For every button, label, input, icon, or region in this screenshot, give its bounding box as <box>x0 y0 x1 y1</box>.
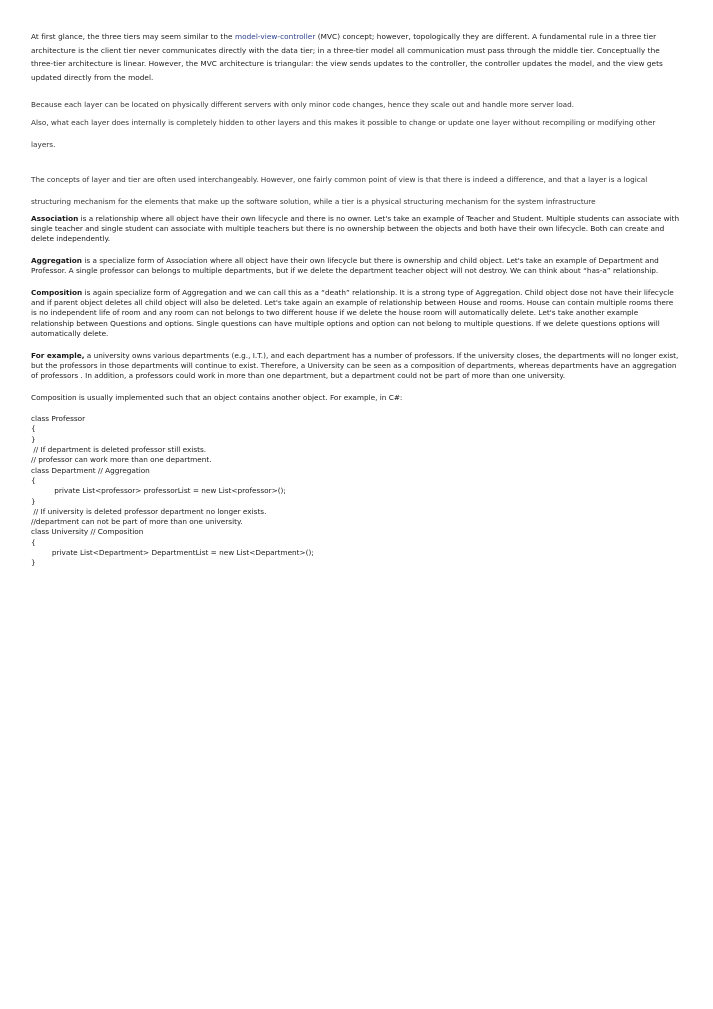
code-line: } <box>31 434 36 444</box>
composition-paragraph <box>31 288 681 340</box>
document-page <box>31 30 681 569</box>
code-line: // professor can work more than one department. <box>31 455 212 465</box>
code-line: //department can not be part of more than one university. <box>31 517 243 527</box>
aggregation-term: Aggregation <box>31 255 82 265</box>
code-line: { <box>31 537 36 547</box>
intro-text-start: At first glance, the three tiers may seem similar to the <box>31 32 235 41</box>
code-line: { <box>31 475 36 485</box>
code-block <box>31 414 681 568</box>
code-line: private List<Department> DepartmentList = new List<Department>(); <box>31 548 314 558</box>
aggregation-paragraph <box>31 256 681 277</box>
code-line: // If department is deleted professor still exists. <box>31 445 207 455</box>
association-paragraph <box>31 214 681 245</box>
code-line: private List<professor> professorList = new List<professor>(); <box>31 486 286 496</box>
code-line: } <box>31 558 36 568</box>
example-term: For example, <box>31 350 85 360</box>
mvc-link[interactable]: model-view-controller <box>234 32 316 41</box>
example-paragraph <box>31 351 681 382</box>
code-line: class Professor <box>31 414 86 424</box>
code-line: { <box>31 424 36 434</box>
intro-text-end: (MVC) concept; however, topologically they are different. A fundamental rule in a three tier architecture is the client tier never communicates directly with the data tier; in a three-tier model all communication must pass through the middle tier. Conceptually the three-tier architecture is linear. However, the MVC architecture is triangular: the view sends updates to the controller, the controller updates the model, and the view gets updated directly from the model. <box>31 32 663 82</box>
implementation-paragraph: Composition is usually implemented such that an object contains another object. For example, in C#: <box>31 392 403 402</box>
code-line: class University // Composition <box>31 527 144 537</box>
code-line: // If university is deleted professor department no longer exists. <box>31 506 267 516</box>
composition-term: Composition <box>31 287 83 297</box>
hidden-layers-paragraph: Also, what each layer does internally is completely hidden to other layers and this makes it possible to change or update one layer without recompiling or modifying other layers. <box>31 117 656 149</box>
association-term: Association <box>31 213 79 223</box>
scale-paragraph: Because each layer can be located on physically different servers with only minor code changes, hence they scale out and handle more server load. <box>31 100 575 109</box>
layer-tier-paragraph: The concepts of layer and tier are often used interchangeably. However, one fairly common point of view is that there is indeed a difference, and that a layer is a logical structuring mechanism for the elements that make up the software solution, while a tier is a physical structuring mechanism for the system infrastructure <box>31 174 648 206</box>
aggregation-text: is a specialize form of Association where all object have their own lifecycle but there is ownership and child object. Let's take an example of Department and Professor. A single professor can belongs to multiple departments, but if we delete the department teacher object will not destroy. We can think about “has-a” relationship. <box>31 255 659 276</box>
example-text: a university owns various departments (e.g., I.T.), and each department has a number of professors. If the university closes, the departments will no longer exist, but the professors in those departments will continue to exist. Therefore, a University can be seen as a composition of departments, whereas departments have an aggregation of professors . In addition, a professors could work in more than one department, but a department could not be part of more than one university. <box>31 350 679 381</box>
association-text: is a relationship where all object have their own lifecycle and there is no owner. Let's take an example of Teacher and Student. Multiple students can associate with single teacher and single student can associate with multiple teachers but there is no ownership between the objects and both have their own lifecycle. Both can create and delete independently. <box>31 213 680 244</box>
intro-paragraph <box>31 30 681 84</box>
composition-text: is again specialize form of Aggregation and we can call this as a “death” relationship. It is a strong type of Aggregation. Child object dose not have their lifecycle and if parent object deletes all child object will also be deleted. Let's take again an example of relationship between House and rooms. House can contain multiple rooms there is no independent life of room and any room can not belongs to two different house if we delete the house room will automatically delete. Let's take another example relationship between Questions and options. Single questions can have multiple options and option can not belong to multiple questions. If we delete questions options will automatically delete. <box>31 287 674 339</box>
code-line: class Department // Aggregation <box>31 465 150 475</box>
code-line: } <box>31 496 36 506</box>
